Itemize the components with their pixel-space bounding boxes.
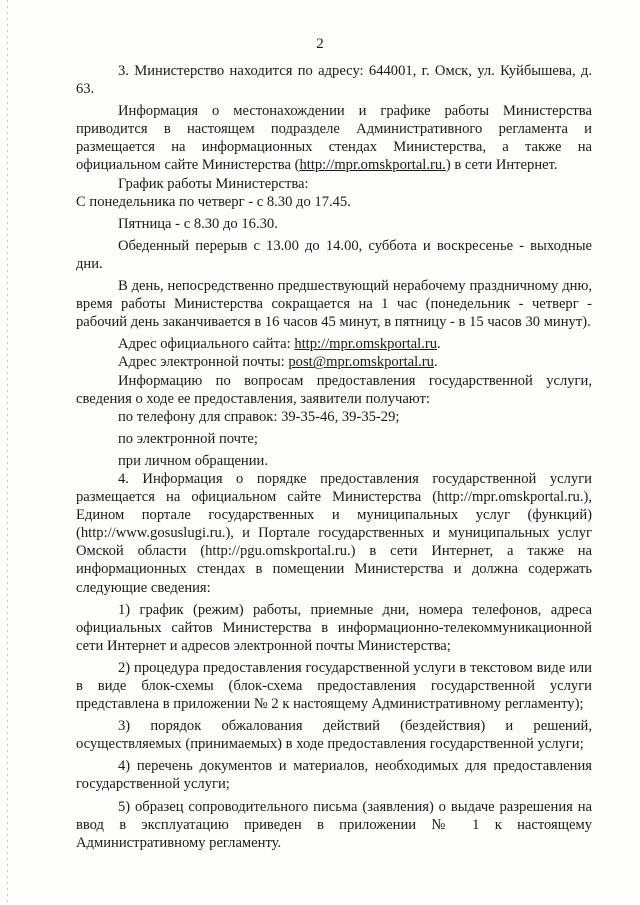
official-site-link[interactable]: http://mpr.omskportal.ru. xyxy=(299,157,446,174)
document-body xyxy=(76,62,592,852)
paragraph-phone: по телефону для справок: 39-35-46, 39-35-29; xyxy=(118,408,400,425)
text: ) в сети Интернет. xyxy=(445,157,558,174)
paragraph-in-person: при личном обращении. xyxy=(118,452,268,469)
paragraph-info-location xyxy=(76,102,592,174)
text: Информация о местонахождении и графике работы Министерства приводится в настоящем подразделе Административного регламента и размещается на информационных стендах Министерства, а также на официальном сайте Министерства ( xyxy=(76,103,592,174)
paragraph-lunch-break: Обеденный перерыв с 13.00 до 14.00, суббота и воскресенье - выходные дни. xyxy=(76,237,592,272)
paragraph-email-address xyxy=(76,353,592,371)
label: Адрес электронной почты: xyxy=(118,354,289,371)
paragraph-site-address xyxy=(76,335,592,353)
paragraph-info-channels: Информацию по вопросам предоставления государственной услуги, сведения о ходе ее предоставления, заявители получают: xyxy=(76,372,592,407)
paragraph-schedule-friday: Пятница - с 8.30 до 16.30. xyxy=(118,215,278,232)
paragraph-address: 3. Министерство находится по адресу: 644001, г. Омск, ул. Куйбышева, д. 63. xyxy=(76,63,592,98)
paragraph-holiday-hours: В день, непосредственно предшествующий нерабочему праздничному дню, время работы Министерства сокращается на 1 час (понедельник - четверг - рабочий день заканчивается в 16 часов 45 минут, в пятницу - в 15 часов 30 минут). xyxy=(76,278,592,331)
email-link[interactable]: post@mpr.omskportal.ru xyxy=(288,354,434,371)
paragraph-subitem-5: 5) образец сопроводительного письма (заявления) о выдаче разрешения на ввод в эксплуатацию приведен в приложении № 1 к настоящему Административному регламенту. xyxy=(76,798,592,851)
paragraph-subitem-4: 4) перечень документов и материалов, необходимых для предоставления государственной услуги; xyxy=(76,758,592,793)
text: . xyxy=(437,336,441,353)
site-link[interactable]: http://mpr.omskportal.ru xyxy=(294,336,438,353)
paragraph-schedule-title: График работы Министерства: xyxy=(118,175,309,192)
scan-edge xyxy=(7,0,8,905)
paragraph-email: по электронной почте; xyxy=(118,430,258,447)
paragraph-item-4: 4. Информация о порядке предоставления государственной услуги размещается на официальном сайте Министерства (http://mpr.omskportal.ru.), Едином портале государственных и муниципальных услуг (функций) (http://www.gosuslugi.ru.), и Портале государственных и муниципальных услуг Омской области (http://pgu.omskportal.ru.) в сети Интернет, а также на информационных стендах в помещении Министерства и должна содержать следующие сведения: xyxy=(76,470,592,596)
paragraph-subitem-1: 1) график (режим) работы, приемные дни, номера телефонов, адреса официальных сайтов Министерства в информационно-телекоммуникационной сети Интернет и адресов электронной почты Министерства; xyxy=(76,601,592,654)
paragraph-subitem-2: 2) процедура предоставления государственной услуги в текстовом виде или в виде блок-схемы (блок-схема предоставления государственной услуги представлена в приложении № 2 к настоящему Административному регламенту); xyxy=(76,659,592,713)
page-number: 2 xyxy=(316,36,324,52)
label: Адрес официального сайта: xyxy=(118,336,295,353)
paragraph-schedule-mon-thu: С понедельника по четверг - с 8.30 до 17.45. xyxy=(76,193,351,210)
paragraph-subitem-3: 3) порядок обжалования действий (бездействия) и решений, осуществляемых (принимаемых) в ходе предоставления государственной услуги; xyxy=(76,718,592,753)
text: . xyxy=(433,354,438,371)
